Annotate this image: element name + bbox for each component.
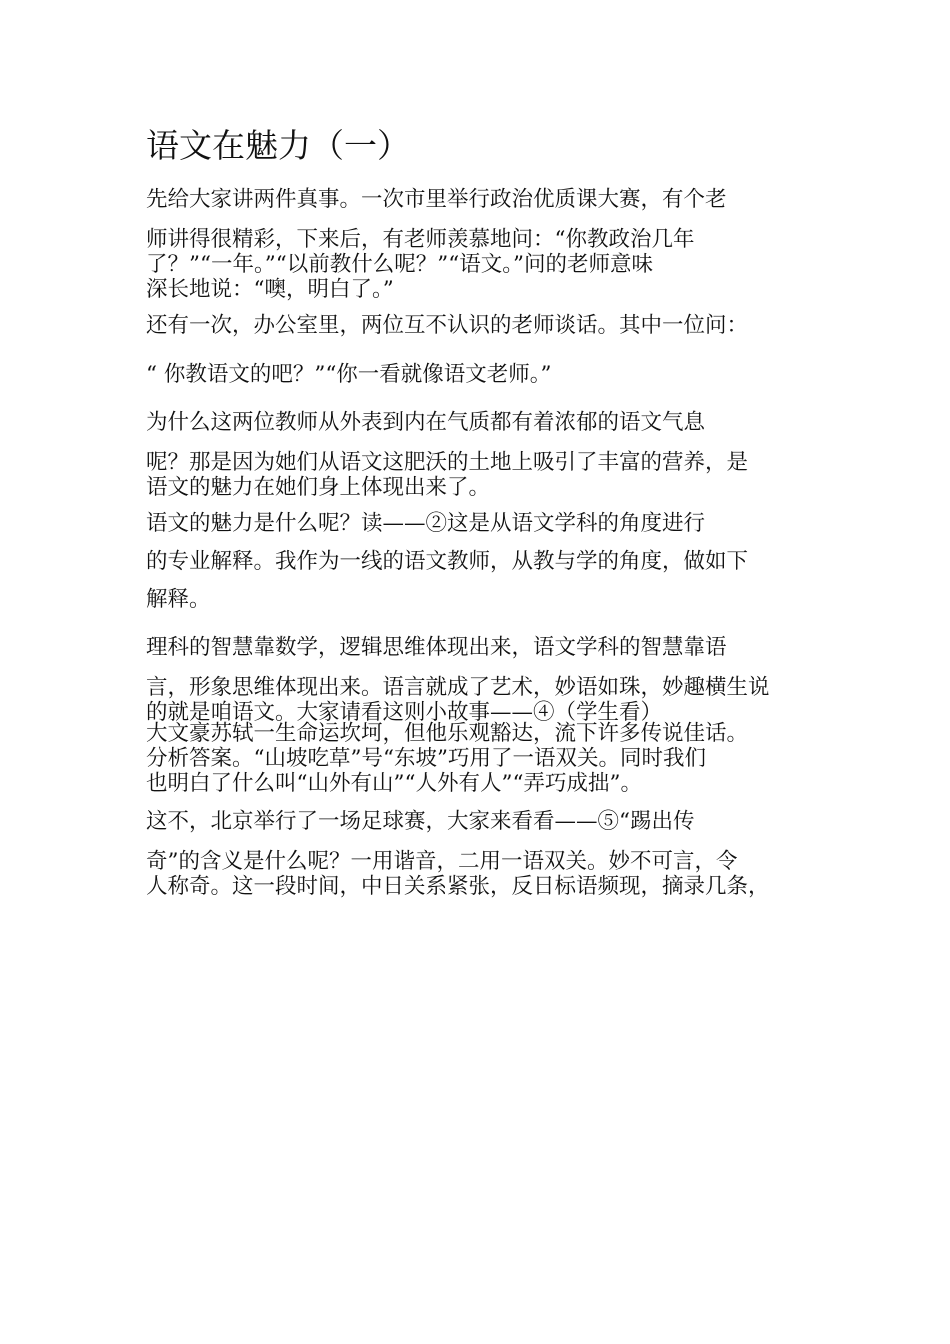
text-line: 解释。 (146, 587, 211, 612)
text-line: 人称奇。这一段时间，中日关系紧张，反日标语频现，摘录几条， (146, 874, 770, 899)
text-line: 语文的魅力在她们身上体现出来了。 (146, 475, 491, 500)
text-line: 大文豪苏轼一生命运坎坷，但他乐观豁达，流下许多传说佳话。 (146, 721, 749, 746)
text-line: 言，形象思维体现出来。语言就成了艺术，妙语如珠，妙趣横生说 (146, 675, 770, 700)
text-line: 分析答案。“山坡吃草”号“东坡”巧用了一语双关。同时我们 (146, 746, 706, 771)
text-line: 理科的智慧靠数学，逻辑思维体现出来，语文学科的智慧靠语 (146, 635, 727, 660)
text-line: 呢？那是因为她们从语文这肥沃的土地上吸引了丰富的营养，是 (146, 450, 749, 475)
text-line: 的就是咱语文。大家请看这则小故事——④（学生看） (146, 700, 663, 725)
text-line: 了？”“一年。”“以前教什么呢？”“语文。”问的老师意味 (146, 252, 653, 277)
text-line: 还有一次，办公室里，两位互不认识的老师谈话。其中一位问： (146, 313, 749, 338)
text-line: 也明白了什么叫“山外有山”“人外有人”“弄巧成拙”。 (146, 771, 642, 796)
text-line: 这不，北京举行了一场足球赛，大家来看看——⑤“踢出传 (146, 809, 695, 834)
text-line: 的专业解释。我作为一线的语文教师，从教与学的角度，做如下 (146, 549, 749, 574)
text-line: 深长地说：“噢，明白了。” (146, 277, 394, 302)
text-line: “ 你教语文的吧？”“你一看就像语文老师。” (146, 362, 552, 387)
text-line: 师讲得很精彩，下来后，有老师羡慕地问：“你教政治几年 (146, 227, 695, 252)
text-line: 奇”的含义是什么呢？一用谐音，二用一语双关。妙不可言，令 (146, 849, 738, 874)
text-line: 语文的魅力是什么呢？读——②这是从语文学科的角度进行 (146, 511, 706, 536)
document-title: 语文在魅力（一） (146, 126, 410, 165)
text-line: 先给大家讲两件真事。一次市里举行政治优质课大赛，有个老 (146, 187, 727, 212)
text-line: 为什么这两位教师从外表到内在气质都有着浓郁的语文气息 (146, 410, 706, 435)
